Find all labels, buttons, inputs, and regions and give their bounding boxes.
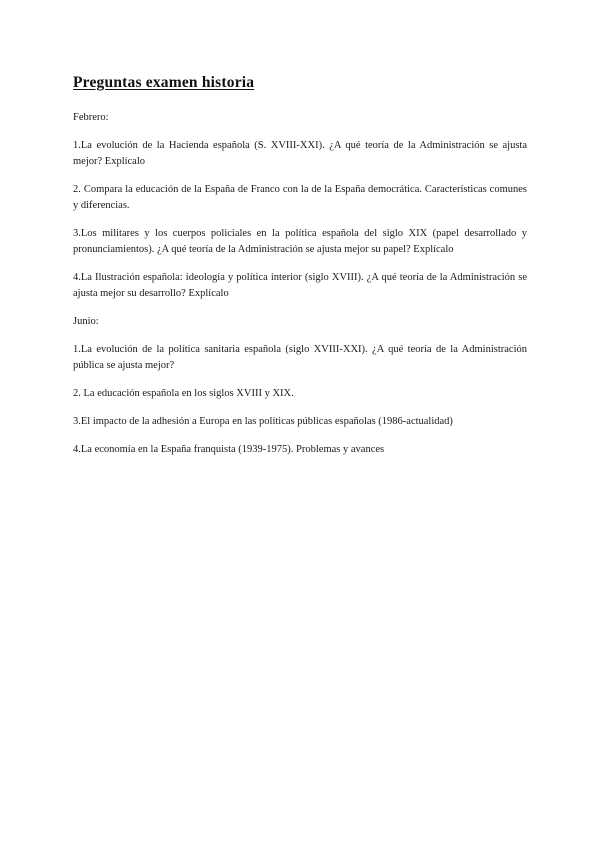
document-page (73, 73, 527, 470)
question-febrero-2: 2. Compara la educación de la España de Franco con la de la España democrática. Características comunes y diferencias. (73, 184, 527, 211)
question-febrero-3: 3.Los militares y los cuerpos policiales en la política española del siglo XIX (papel desarrollado y pronunciamientos). ¿A qué teoría de la Administración se ajusta mejor su papel? Explícalo (73, 228, 527, 255)
section-label-junio: Junio: (73, 316, 99, 327)
question-junio-1: 1.La evolución de la política sanitaria española (siglo XVIII-XXI). ¿A qué teoría de la Administración pública se ajusta mejor? (73, 344, 527, 371)
section-label-febrero: Febrero: (73, 112, 109, 123)
question-junio-4: 4.La economía en la España franquista (1939-1975). Problemas y avances (73, 444, 385, 455)
question-junio-3: 3.El impacto de la adhesión a Europa en las políticas públicas españolas (1986-actualidad) (73, 416, 453, 427)
question-febrero-1: 1.La evolución de la Hacienda española (S. XVIII-XXI). ¿A qué teoría de la Administración se ajusta mejor? Explícalo (73, 140, 527, 167)
question-febrero-4: 4.La Ilustración española: ideología y política interior (siglo XVIII). ¿A qué teoría de la Administración se ajusta mejor su desarrollo? Explícalo (73, 272, 527, 299)
document-title: Preguntas examen historia (73, 74, 255, 91)
question-junio-2: 2. La educación española en los siglos XVIII y XIX. (73, 388, 294, 399)
section-febrero (73, 110, 527, 302)
section-junio (73, 314, 527, 458)
